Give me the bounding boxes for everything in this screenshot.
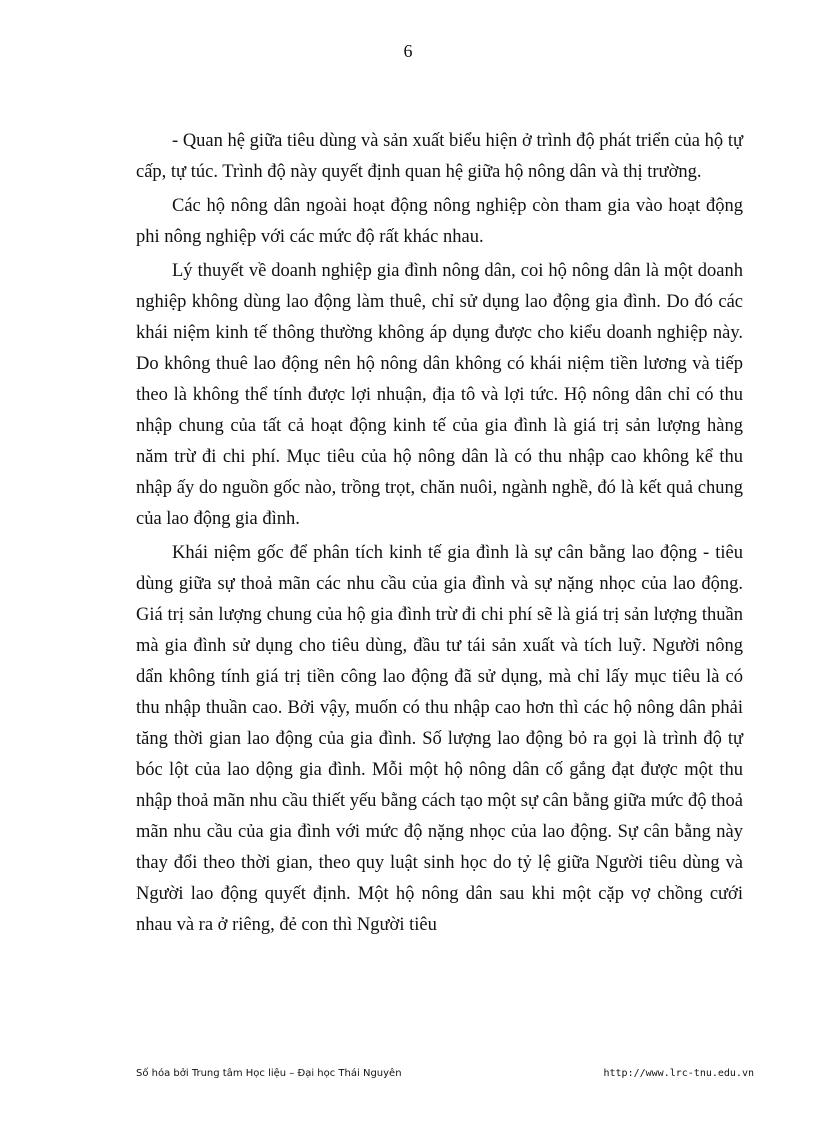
paragraph: Các hộ nông dân ngoài hoạt động nông nghiệp còn tham gia vào hoạt động phi nông nghiệp với các mức độ rất khác nhau. bbox=[136, 196, 743, 247]
paragraph: Lý thuyết về doanh nghiệp gia đình nông dân, coi hộ nông dân là một doanh nghiệp không dùng lao động làm thuê, chỉ sử dụng lao động gia đình. Do đó các khái niệm kinh tế thông thường không áp dụng được cho kiểu doanh nghiệp này. Do không thuê lao động nên hộ nông dân không có khái niệm tiền lương và tiếp theo là không thể tính được lợi nhuận, địa tô và lợi tức. Hộ nông dân chỉ có thu nhập chung của tất cả hoạt động kinh tế của gia đình là giá trị sản lượng hàng năm trừ đi chi phí. Mục tiêu của hộ nông dân là có thu nhập cao không kể thu nhập ấy do nguồn gốc nào, trồng trọt, chăn nuôi, ngành nghề, đó là kết quả chung của lao động gia đình. bbox=[136, 261, 743, 529]
body-text bbox=[136, 126, 743, 944]
paragraph: - Quan hệ giữa tiêu dùng và sản xuất biểu hiện ở trình độ phát triển của hộ tự cấp, tự túc. Trình độ này quyết định quan hệ giữa hộ nông dân và thị trường. bbox=[136, 131, 743, 182]
page-number: 6 bbox=[403, 41, 413, 61]
footer-credit: Số hóa bởi Trung tâm Học liệu – Đại học Thái Nguyên bbox=[136, 1068, 402, 1079]
footer-url: http://www.lrc-tnu.edu.vn bbox=[603, 1068, 754, 1079]
paragraph: Khái niệm gốc để phân tích kinh tế gia đình là sự cân bằng lao động - tiêu dùng giữa sự thoả mãn các nhu cầu của gia đình và sự nặng nhọc của lao động. Giá trị sản lượng chung của hộ gia đình trừ đi chi phí sẽ là giá trị sản lượng thuần mà gia đình sử dụng cho tiêu dùng, đầu tư tái sản xuất và tích luỹ. Người nông dẩn không tính giá trị tiền công lao động đã sử dụng, mà chỉ lấy mục tiêu là có thu nhập thuần cao. Bởi vậy, muốn có thu nhập cao hơn thì các hộ nông dân phải tăng thời gian lao động của gia đình. Số lượng lao động bỏ ra gọi là trình độ tự bóc lột của lao dộng gia đình. Mỗi một hộ nông dân cố gắng đạt được một thu nhập thoả mãn nhu cầu thiết yếu bằng cách tạo một sự cân bằng giữa mức độ thoả mãn nhu cầu của gia đình với mức độ nặng nhọc của lao động. Sự cân bằng này thay đổi theo thời gian, theo quy luật sinh học do tỷ lệ giữa Người tiêu dùng và Người lao động quyết định. Một hộ nông dân sau khi một cặp vợ chồng cưới nhau và ra ở riêng, đẻ con thì Người tiêu bbox=[136, 543, 743, 935]
